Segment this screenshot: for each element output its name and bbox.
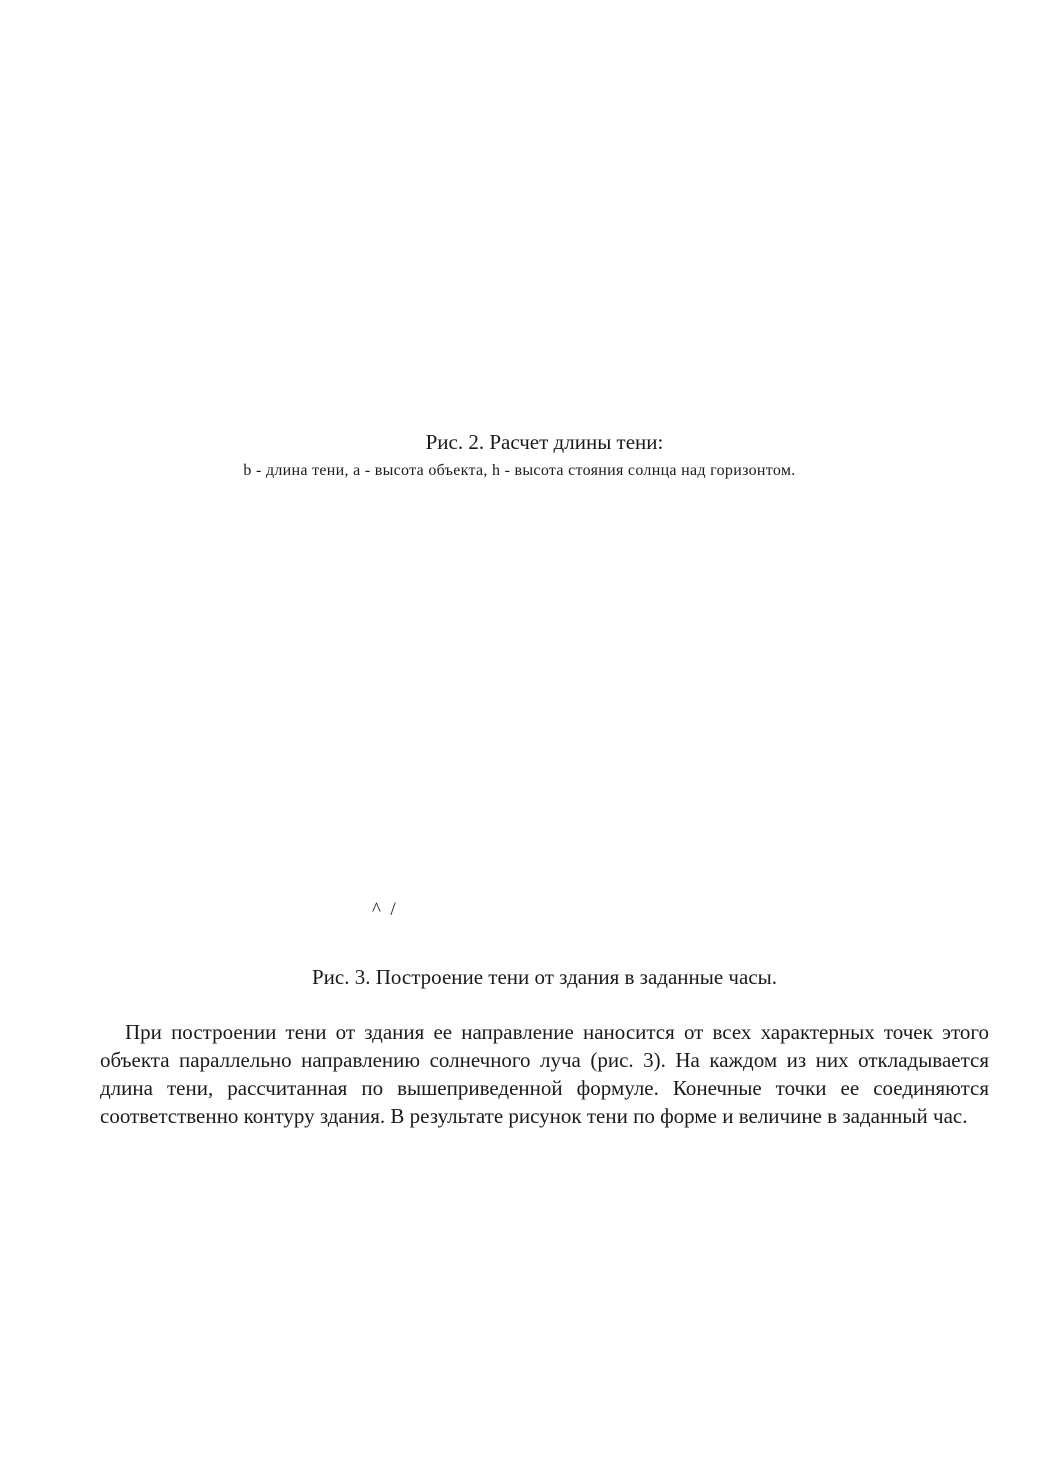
figure-2-caption [0, 428, 1039, 482]
body-paragraph: При построении тени от здания ее направление наносится от всех характерных точек этого объекта параллельно направлению солнечного луча (рис. 3). На каждом из них откладывается длина тени, рассчитанная по вышеприведенной формуле. Конечные точки ее соединяются соответственно контуру здания. В результате рисунок тени по форме и величине в заданный час. [100, 1020, 989, 1128]
stray-marks: ^ / [372, 899, 396, 920]
figure-2-title: Рис. 2. Расчет длины тени: [425, 430, 664, 454]
figure-3-title: Рис. 3. Построение тени от здания в заданные часы. [312, 965, 777, 989]
figure-2-legend: b - длина тени, а - высота объекта, h - высота стояния солнца над горизонтом. [243, 462, 796, 479]
figure-3-caption [0, 963, 1039, 991]
